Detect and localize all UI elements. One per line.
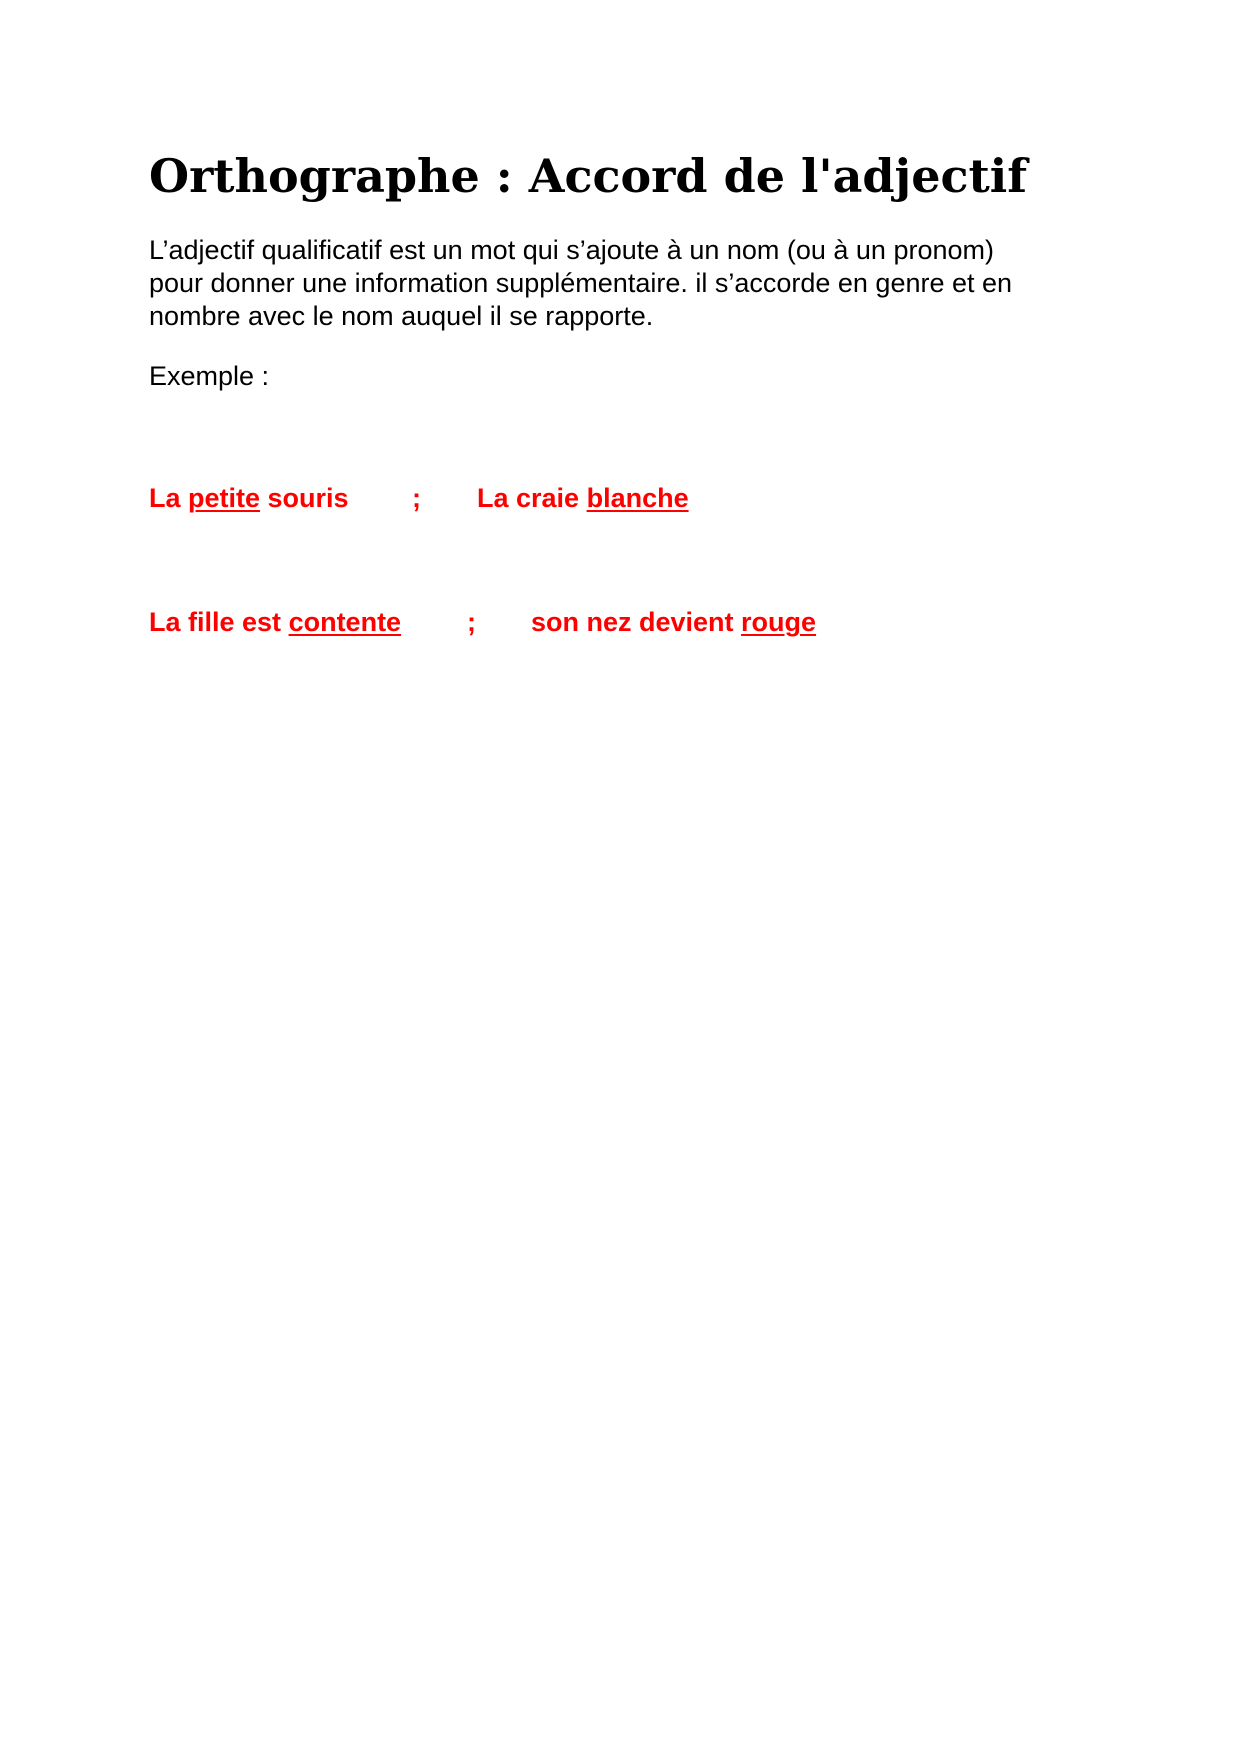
- example-2-right-before: son nez devient: [531, 607, 742, 637]
- example-1-left-before: La: [149, 483, 189, 513]
- intro-line-2: pour donner une information supplémentaire. il s’accorde en genre et en: [149, 268, 1013, 298]
- example-2-left-adjective: contente: [288, 607, 402, 637]
- example-1-right-adjective: blanche: [586, 483, 689, 513]
- example-1-left-adjective: petite: [188, 483, 261, 513]
- intro-line-1: L’adjectif qualificatif est un mot qui s’ajoute à un nom (ou à un pronom): [149, 235, 994, 265]
- example-label: Exemple :: [149, 361, 270, 391]
- example-2-right-adjective: rouge: [741, 607, 817, 637]
- example-2-left: [149, 606, 401, 639]
- example-2-separator: ;: [467, 607, 476, 637]
- page-title: Orthographe : Accord de l'adjectif: [149, 149, 1027, 203]
- example-1-right-before: La craie: [477, 483, 587, 513]
- example-1-left: [149, 482, 349, 515]
- example-2-left-before: La fille est: [149, 607, 289, 637]
- example-1-right: [477, 482, 689, 515]
- intro-line-3: nombre avec le nom auquel il se rapporte.: [149, 301, 654, 331]
- example-2-right: [531, 606, 816, 639]
- example-1-separator: ;: [412, 483, 421, 513]
- intro-paragraph: [149, 234, 1089, 333]
- example-1-left-after: souris: [260, 483, 349, 513]
